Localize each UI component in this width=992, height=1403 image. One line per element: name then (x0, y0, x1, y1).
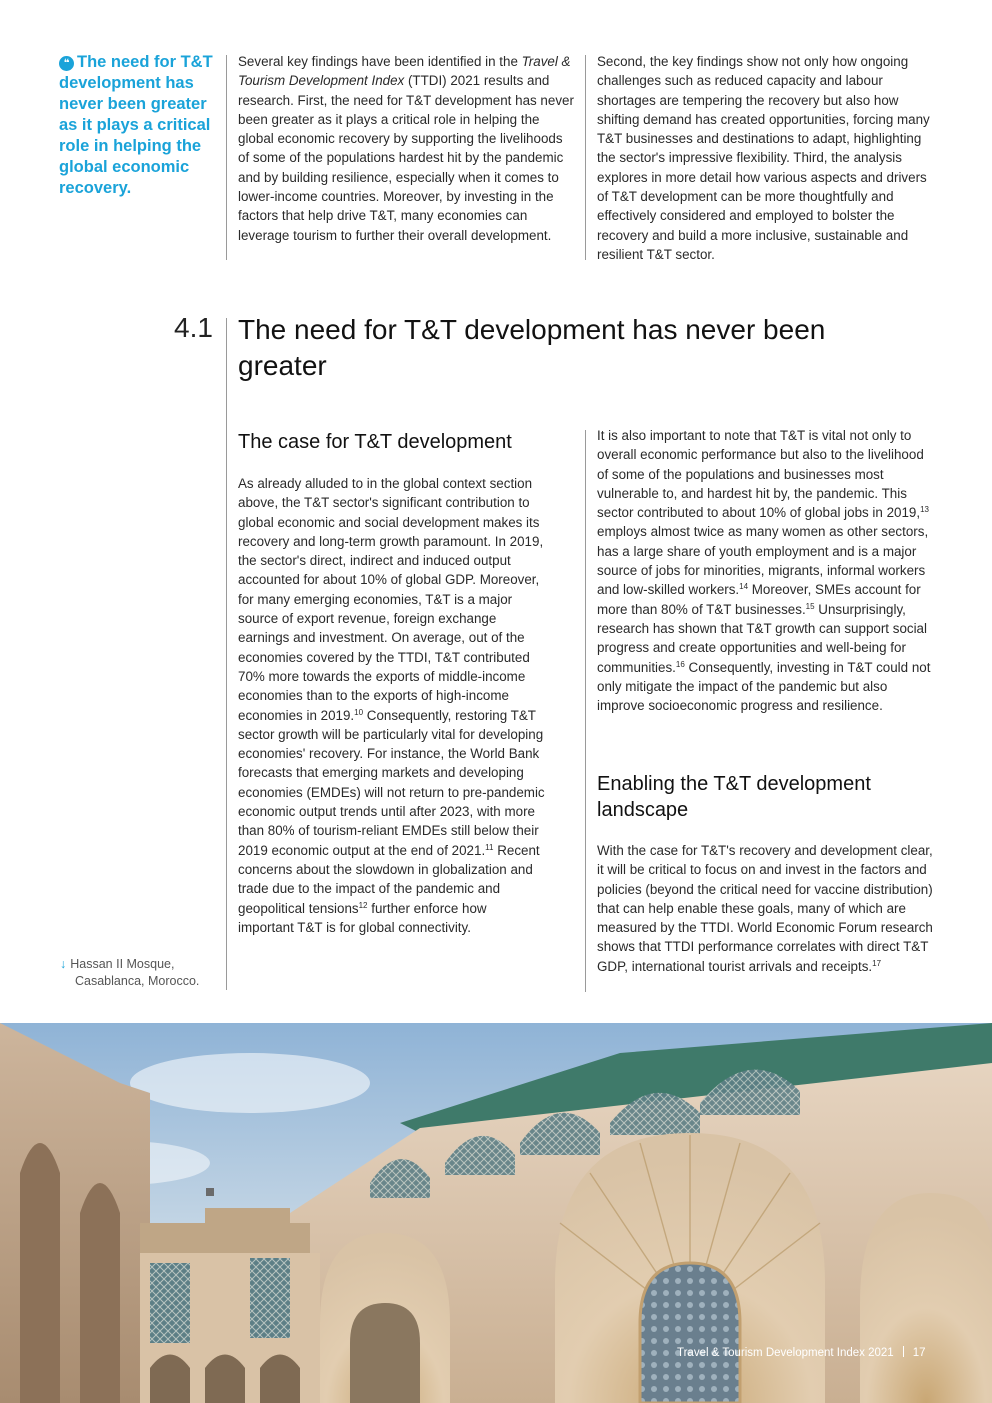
photo-caption: ↓ Hassan II Mosque, Casablanca, Morocco. (60, 957, 200, 988)
enabling-heading: Enabling the T&T development landscape (597, 773, 871, 821)
footnote-ref[interactable]: 17 (872, 958, 882, 968)
intro-column-2: Second, the key findings show not only how ongoing challenges such as reduced capacity and labour shortages are tempering the recovery but also how shifting demand has created opportunities, forcing many T&T businesses and destinations to adapt, highlighting the sector's impressive flexibility. Third, the analysis explores in more detail how various aspects and drivers of T&T development can be more thoughtfully and effectively considered and employed to bolster the recovery and build a more inclusive, sustainable and resilient T&T sector. (597, 54, 930, 262)
footnote-ref[interactable]: 13 (920, 505, 929, 515)
footnote-ref[interactable]: 12 (358, 900, 368, 910)
enabling-body: With the case for T&T's recovery and development clear, it will be critical to focus on and invest in the factors and policies (beyond the critical need for vaccine distribution) that can help enable these goals, many of which are measured by the TTDI. World Economic Forum research shows that TTDI performance correlates with direct T&T GDP, international tourist arrivals and receipts.$^{17}$ (597, 843, 933, 974)
footnote-ref[interactable]: 15 (805, 601, 815, 611)
footnote-ref[interactable]: 16 (675, 659, 685, 669)
footnote-ref[interactable]: 14 (739, 582, 749, 592)
section-divider-right (585, 430, 586, 992)
pull-quote-text: The need for T&T development has never been greater as it plays a critical role in helping the global economic recovery. (59, 53, 213, 197)
quote-icon: ❝ (59, 56, 74, 71)
intro-column-1: Several key findings have been identified in the Travel & Tourism Development Index (TTDI) 2021 results and research. First, the need for T&T development has never been greater as it plays a critical role in helping the global economic recovery by supporting the livelihoods of some of the populations hardest hit by the pandemic and by building resilience, especially when it comes to lower-income countries. Moreover, by investing in the factors that help drive T&T, many economies can leverage tourism to further their overall development. (238, 54, 574, 243)
report-title-italic: Travel & Tourism Development Index (238, 54, 571, 89)
footnote-ref[interactable]: 10 (354, 707, 364, 717)
intro-divider-1 (226, 55, 227, 260)
case-heading: The case for T&T development (238, 431, 512, 453)
intro-divider-2 (585, 55, 586, 260)
footer-report-title: Travel & Tourism Development Index 2021 (677, 1347, 894, 1359)
pull-quote (59, 52, 219, 199)
section-title: The need for T&T development has never been greater (238, 314, 826, 381)
page-number: 17 (912, 1347, 926, 1359)
arrow-down-icon: ↓ (60, 957, 67, 971)
section-divider-left (226, 318, 227, 990)
footnote-ref[interactable]: 11 (485, 842, 494, 852)
footer-separator (903, 1346, 904, 1357)
vital-body: It is also important to note that T&T is vital not only to overall economic performance but also to the livelihood of some of the populations and businesses most vulnerable to, and hardest hit by, the pandemic. This sector contributed to about 10% of global jobs in 2019,13 employs almost twice as many women as other sectors, has a large share of youth employment and is a major source of jobs for minorities, migrants, informal workers and low-skilled workers.$^{14}$ Moreover, SMEs account for more than 80% of T&T businesses.$^{15}$ Unsurprisingly, research has shown that T&T growth can support social progress and create opportunities and well-being for communities.$^{16}$ Consequently, investing in T&T could not only mitigate the impact of the pandemic but also improve socioeconomic progress and resilience. (597, 428, 931, 714)
page-footer (677, 1346, 926, 1359)
section-number: 4.1 (174, 312, 213, 343)
case-body: As already alluded to in the global context section above, the T&T sector's significant contribution to global economic and social development makes its recovery and long-term growth paramount. In 2019, the sector's direct, indirect and induced output accounted for about 10% of global GDP. Moreover, for many emerging economies, T&T is a major source of export revenue, foreign exchange earnings and investment. On average, out of the economies covered by the TTDI, T&T contributed 70% more towards the exports of middle-income economies than to the exports of high-income economies in 2019.10 Consequently, restoring T&T sector growth will be particularly vital for developing economies' recovery. For instance, the World Bank forecasts that emerging markets and developing economies (EMDEs) will not return to pre-pandemic economic output trends until after 2023, with more than 80% of tourism-reliant EMDEs still below their 2019 economic output at the end of 2021.11 Recent concerns about the slowdown in globalization and trade due to the impact of the pandemic and geopolitical tensions$^{12}$ further enforce how important T&T is for global connectivity. (238, 476, 545, 935)
